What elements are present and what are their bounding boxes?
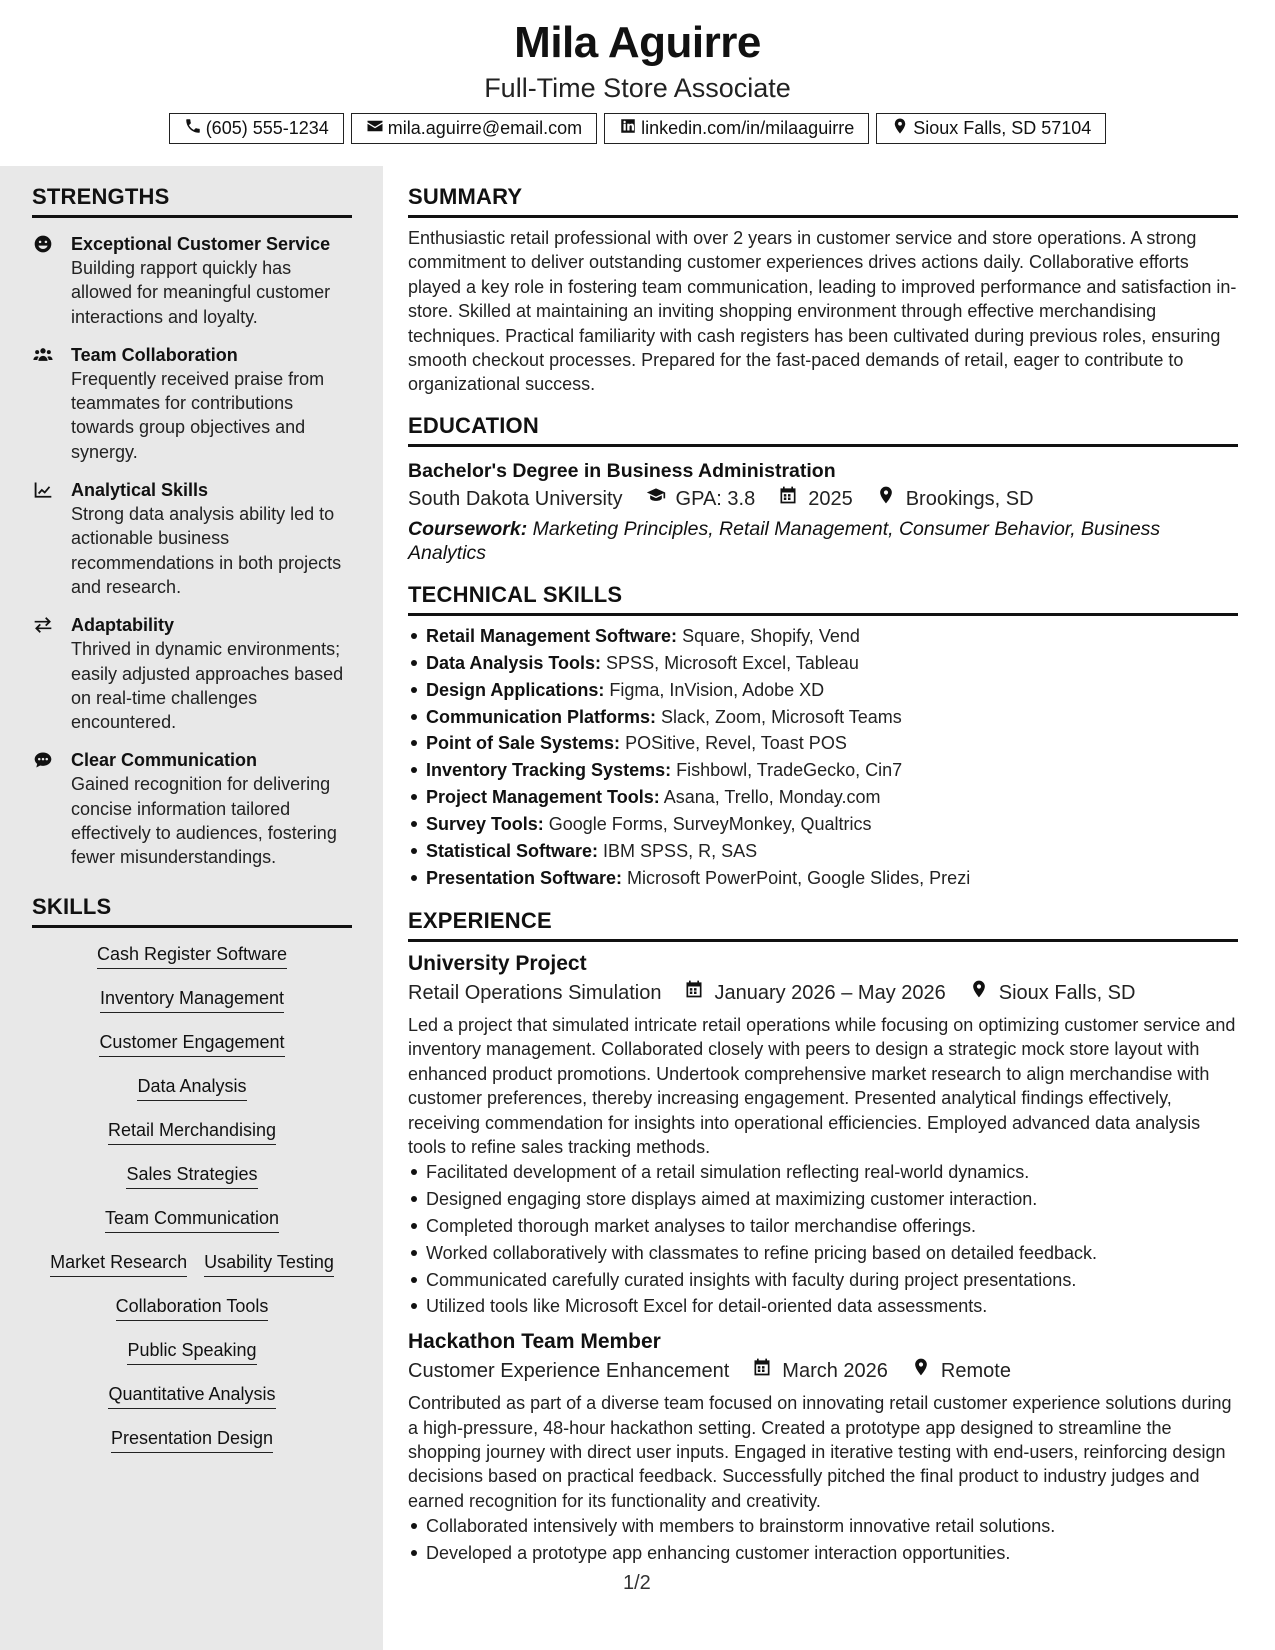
skill-category: Presentation Software: (426, 868, 623, 888)
experience-entry (408, 1328, 1238, 1567)
strength-desc: Frequently received praise from teammates for contributions towards group objectives and synergy. (71, 368, 325, 462)
experience-dates: January 2026 – May 2026 (714, 981, 946, 1004)
experience-bullets (408, 1159, 1238, 1320)
skill-tag: Team Communication (105, 1206, 279, 1233)
graduation-year: 2025 (808, 487, 853, 510)
list-item: Collaborated intensively with members to brainstorm innovative retail solutions. (408, 1513, 1238, 1540)
calendar-icon (777, 484, 799, 514)
skill-category: Data Analysis Tools: (426, 652, 602, 673)
skill-category: Design Applications: (426, 679, 605, 700)
map-pin-icon (891, 117, 909, 140)
skill-tag: Public Speaking (127, 1338, 256, 1365)
phone-icon (184, 117, 202, 140)
skill-tag: Sales Strategies (126, 1162, 257, 1189)
contact-text: (605) 555-1234 (205, 118, 329, 138)
skill-values: IBM SPSS, R, SAS (598, 841, 758, 862)
list-item (408, 623, 1238, 650)
coursework-list: Marketing Principles, Retail Management, Consumer Behavior, Business Analytics (408, 517, 1161, 565)
skill-values: Google Forms, SurveyMonkey, Qualtrics (543, 814, 872, 835)
school-location: Brookings, SD (905, 487, 1034, 510)
skill-tag: Customer Engagement (99, 1030, 284, 1057)
technical-skills-section (408, 582, 1238, 892)
list-item: Utilized tools like Microsoft Excel for detail-oriented data assessments. (408, 1293, 1238, 1320)
skill-values: SPSS, Microsoft Excel, Tableau (601, 652, 859, 673)
strength-item (32, 232, 352, 329)
coursework-label: Coursework: (408, 517, 528, 540)
main-content (383, 166, 1275, 1650)
experience-subtitle: Customer Experience Enhancement (408, 1360, 730, 1383)
strength-desc: Gained recognition for delivering concise information tailored effectively to audiences, fostering fewer misunderstandings. (71, 774, 337, 868)
experience-title: Hackathon Team Member (408, 1330, 661, 1354)
strength-title: Exceptional Customer Service (71, 234, 331, 254)
strength-title: Adaptability (71, 615, 175, 636)
calendar-icon (683, 978, 705, 1008)
list-item (408, 757, 1238, 784)
experience-bullets (408, 1513, 1238, 1567)
list-item (408, 704, 1238, 731)
list-item: Worked collaboratively with classmates to refine pricing based on detailed feedback. (408, 1240, 1238, 1267)
skill-category: Statistical Software: (426, 841, 599, 862)
experience-entry (408, 950, 1238, 1320)
skill-tag: Data Analysis (137, 1074, 246, 1101)
contact-phone[interactable] (169, 113, 344, 144)
strength-desc: Thrived in dynamic environments; easily adjusted approaches based on real-time challenges encountered. (71, 639, 344, 733)
map-pin-icon (875, 484, 897, 514)
envelope-icon (366, 117, 384, 140)
list-item (408, 865, 1238, 892)
list-item (408, 650, 1238, 677)
smile-icon (32, 234, 54, 254)
calendar-icon (751, 1356, 773, 1386)
skills-list (32, 942, 352, 1470)
skill-tag: Retail Merchandising (108, 1118, 276, 1145)
summary-heading: SUMMARY (408, 184, 1238, 218)
list-item (408, 784, 1238, 811)
contact-linkedin[interactable] (604, 113, 869, 144)
list-item (408, 677, 1238, 704)
strength-title: Clear Communication (71, 750, 258, 771)
technical-skills-heading: TECHNICAL SKILLS (408, 582, 1238, 616)
linkedin-icon (619, 117, 637, 140)
education-meta (408, 484, 1238, 514)
map-pin-icon (968, 978, 990, 1008)
skill-values: Microsoft PowerPoint, Google Slides, Prezi (622, 868, 971, 888)
strengths-heading: STRENGTHS (32, 184, 352, 218)
skill-tag: Market Research (50, 1250, 187, 1277)
skill-category: Communication Platforms: (426, 706, 657, 727)
resume-header (0, 0, 1275, 166)
strength-title: Team Collaboration (71, 344, 238, 365)
experience-location: Sioux Falls, SD (998, 981, 1136, 1004)
list-item: Communicated carefully curated insights with faculty during project presentations. (408, 1267, 1238, 1294)
list-item: Designed engaging store displays aimed at maximizing customer interaction. (408, 1186, 1238, 1213)
degree-title: Bachelor's Degree in Business Administration (408, 459, 836, 482)
experience-section (408, 908, 1238, 1567)
skills-heading: SKILLS (32, 894, 352, 928)
skill-values: POSitive, Revel, Toast POS (620, 733, 847, 754)
strength-desc: Building rapport quickly has allowed for meaningful customer interactions and loyalty. (71, 258, 331, 327)
skill-category: Inventory Tracking Systems: (426, 760, 672, 781)
chat-bubble-icon (32, 750, 54, 770)
skill-category: Survey Tools: (426, 814, 544, 835)
contact-email[interactable] (351, 113, 597, 144)
job-title: Full-Time Store Associate (484, 73, 791, 103)
users-icon (32, 345, 54, 365)
experience-dates: March 2026 (782, 1360, 888, 1383)
skill-values: Asana, Trello, Monday.com (659, 787, 881, 808)
experience-description: Contributed as part of a diverse team focused on innovating retail customer experience solutions during a high-pressure, 48-hour hackathon setting. Created a prototype app designed to streamline the shopping journey with direct user inputs. Engaged in iterative testing with end-users, reinforcing design decisions based on practical feedback. Successfully pitched the final product to industry judges and earned recognition for its functionality and creativity. (408, 1393, 1232, 1511)
contact-bar (0, 113, 1275, 144)
list-item (408, 838, 1238, 865)
contact-text: mila.aguirre@email.com (387, 118, 583, 138)
skill-tag: Collaboration Tools (116, 1294, 269, 1321)
experience-description: Led a project that simulated intricate retail operations while focusing on optimizing customer service and inventory management. Collaborated closely with peers to design a strategic mock store layout with enhanced product promotions. Undertook comprehensive market research to align merchandise with customer preferences, thereby increasing engagement. Presented analytical findings effectively, receiving commendation for insights into operational efficiencies. Employed advanced data analysis tools to refine sales tracking methods. (408, 1014, 1236, 1157)
list-item: Developed a prototype app enhancing customer interaction opportunities. (408, 1540, 1238, 1567)
experience-subtitle: Retail Operations Simulation (408, 981, 662, 1004)
graduation-cap-icon (645, 484, 667, 514)
summary-text: Enthusiastic retail professional with over 2 years in customer service and store operations. A strong commitment to deliver outstanding customer experiences drives actions daily. Collaborative efforts played a key role in fostering team communication, leading to improved performance and satisfaction in-store. Skilled at maintaining an inviting shopping environment through effective merchandising techniques. Practical familiarity with cash registers has been cultivated during previous roles, ensuring smooth checkout processes. Prepared for the fast-paced demands of retail, eager to contribute to organizational success. (408, 228, 1237, 395)
skill-tag: Quantitative Analysis (108, 1382, 275, 1409)
strength-item (32, 478, 352, 599)
contact-text: Sioux Falls, SD 57104 (913, 118, 1092, 138)
skill-values: Figma, InVision, Adobe XD (604, 679, 825, 700)
skill-category: Project Management Tools: (426, 787, 660, 808)
strength-item (32, 343, 352, 464)
skill-category: Retail Management Software: (426, 625, 678, 646)
page-number: 1/2 (623, 1572, 651, 1594)
skill-tag: Cash Register Software (97, 942, 287, 969)
experience-meta (408, 978, 1238, 1008)
coursework (408, 517, 1238, 566)
list-item: Completed thorough market analyses to tailor merchandise offerings. (408, 1213, 1238, 1240)
strength-item (32, 613, 352, 734)
skill-values: Fishbowl, TradeGecko, Cin7 (671, 760, 903, 781)
experience-title: University Project (408, 951, 587, 975)
exchange-arrows-icon (32, 615, 54, 635)
strength-desc: Strong data analysis ability led to actionable business recommendations in both projects and research. (71, 504, 342, 597)
skill-tag: Usability Testing (204, 1250, 334, 1277)
sidebar (0, 166, 383, 1650)
skill-values: Slack, Zoom, Microsoft Teams (656, 706, 902, 727)
contact-location (876, 113, 1106, 144)
summary-section (408, 184, 1238, 397)
chart-line-icon (32, 480, 54, 500)
skill-tag: Inventory Management (100, 986, 284, 1013)
technical-skills-list (408, 623, 1238, 892)
experience-location: Remote (940, 1360, 1011, 1383)
experience-heading: EXPERIENCE (408, 908, 1238, 942)
experience-meta (408, 1356, 1238, 1386)
candidate-name: Mila Aguirre (514, 18, 761, 67)
map-pin-icon (910, 1356, 932, 1386)
strength-item (32, 748, 352, 869)
education-heading: EDUCATION (408, 413, 1238, 447)
list-item (408, 730, 1238, 757)
list-item (408, 811, 1238, 838)
education-section (408, 413, 1238, 566)
contact-text: linkedin.com/in/milaaguirre (641, 118, 855, 138)
skill-category: Point of Sale Systems: (426, 733, 621, 754)
school-name: South Dakota University (408, 487, 623, 510)
skill-values: Square, Shopify, Vend (677, 625, 860, 646)
list-item: Facilitated development of a retail simulation reflecting real-world dynamics. (408, 1159, 1238, 1186)
skill-tag: Presentation Design (111, 1426, 273, 1453)
strength-title: Analytical Skills (71, 480, 209, 501)
gpa-text: GPA: 3.8 (675, 487, 756, 510)
